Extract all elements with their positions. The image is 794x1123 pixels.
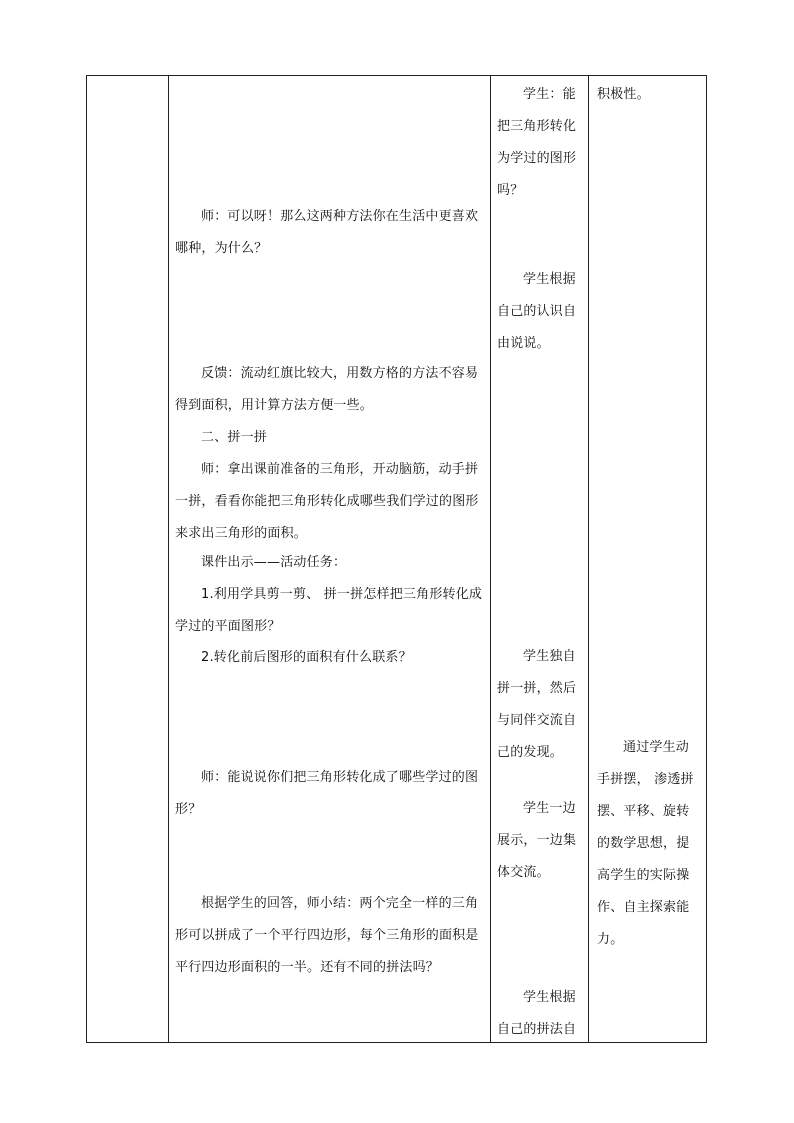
teacher-question-preference: 师：可以呀！那么这两种方法你在生活中更喜欢哪种，为什么？ xyxy=(175,209,479,256)
feedback-paragraph: 反馈：流动红旗比较大，用数方格的方法不容易得到面积，用计算方法方便一些。 xyxy=(175,366,479,413)
column-divider-3 xyxy=(588,76,589,1042)
teacher-summary-paragraph: 根据学生的回答，师小结：两个完全一样的三角形可以拼成了一个平行四边形，每个三角形的面积是平行四边形面积的一半。还有不同的拼法吗？ xyxy=(175,896,479,975)
courseware-task-label: 课件出示——活动任务： xyxy=(201,555,347,570)
teacher-instruction-paragraph: 师：拿出课前准备的三角形，开动脑筋，动手拼一拼，看看你能把三角形转化成哪些我们学过的图形来求出三角形的面积。 xyxy=(175,462,479,541)
student-activity-2: 学生根据自己的认识自由说说。 xyxy=(497,272,577,351)
column-divider-2 xyxy=(490,76,491,1042)
task-item-1: 1.利用学具剪一剪、 拼一拼怎样把三角形转化成学过的平面图形？ xyxy=(175,587,483,634)
section-heading-pin-yi-pin: 二、拼一拼 xyxy=(201,430,268,445)
student-activity-3: 学生独自拼一拼，然后与同伴交流自己的发现。 xyxy=(497,649,577,760)
task-item-2: 2.转化前后图形的面积有什么联系？ xyxy=(201,650,412,665)
column-divider-1 xyxy=(168,76,169,1042)
student-activity-4: 学生一边展示，一边集体交流。 xyxy=(497,801,577,880)
student-activity-5: 学生根据自己的拼法自 xyxy=(497,990,577,1037)
student-activity-1: 学生：能把三角形转化为学过的图形吗？ xyxy=(497,87,577,198)
design-purpose-2: 通过学生动手拼摆， 渗透拼摆、平移、旋转的数学思想，提高学生的实际操作、自主探索能力。 xyxy=(597,740,694,947)
lesson-plan-table xyxy=(86,75,707,1043)
teacher-question-shapes: 师：能说说你们把三角形转化成了哪些学过的图形？ xyxy=(175,770,479,817)
design-purpose-1: 积极性。 xyxy=(597,87,650,102)
